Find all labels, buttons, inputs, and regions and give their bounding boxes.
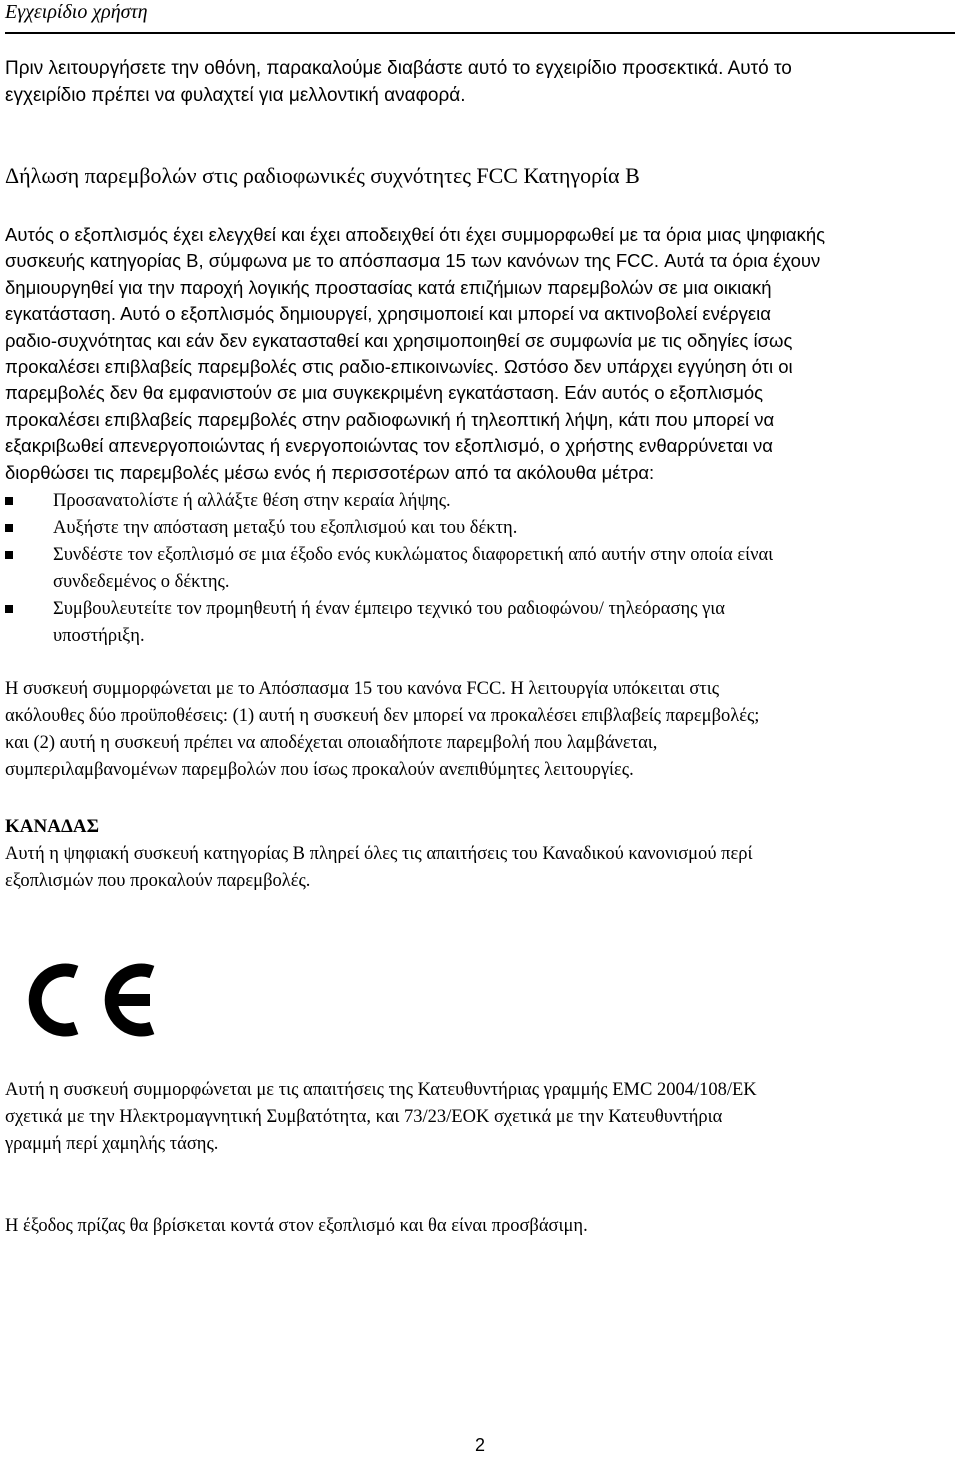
page-number: 2: [474, 1435, 485, 1455]
list-item: [5, 542, 955, 596]
list-item-text: Προσανατολίστε ή αλλάξτε θέση στην κεραία λήψης.: [53, 491, 451, 511]
fcc-line: δημιουργηθεί για την παροχή λογικής προστασίας κατά επιζήμιων παρεμβολών σε μια οικιακή: [5, 276, 772, 298]
fcc-line: διορθώσει τις παρεμβολές μέσω ενός ή περισσοτέρων από τα ακόλουθα μέτρα:: [5, 461, 655, 483]
intro-line: Πριν λειτουργήσετε την οθόνη, παρακαλούμε διαβάστε αυτό το εγχειρίδιο προσεκτικά. Αυτό το: [5, 58, 792, 79]
compliance-line: Η συσκευή συμμορφώνεται με το Απόσπασμα 15 του κανόνα FCC. Η λειτουργία υπόκειται στις: [5, 679, 720, 699]
intro-paragraph: [5, 55, 955, 109]
list-item: [5, 596, 955, 650]
square-bullet-icon: [5, 551, 13, 559]
fcc-line: εγκατάσταση. Αυτό ο εξοπλισμός δημιουργεί, χρησιμοποιεί και μπορεί να ακτινοβολεί ενέργεια: [5, 303, 771, 325]
list-item-text: συνδεδεμένος ο δέκτης.: [53, 572, 230, 592]
list-item: [5, 515, 955, 542]
ce-mark-icon: [10, 960, 158, 1040]
canada-line: εξοπλισμών που προκαλούν παρεμβολές.: [5, 871, 311, 891]
canada-paragraph: [5, 841, 955, 895]
fcc-measures-list: [5, 488, 955, 650]
compliance-line: και (2) αυτή η συσκευή πρέπει να αποδέχεται οποιαδήποτε παρεμβολή που λαμβάνεται,: [5, 733, 658, 753]
square-bullet-icon: [5, 605, 13, 613]
page-header: [5, 0, 955, 34]
fcc-line: εξακριβωθεί απενεργοποιώντας ή ενεργοποιώντας τον εξοπλισμό, ο χρήστης ενθαρρύνεται να: [5, 435, 773, 457]
ce-paragraph: [5, 1077, 955, 1158]
manual-title: Εγχειρίδιο χρήστη: [5, 1, 148, 23]
list-item: [5, 488, 955, 515]
canada-heading: ΚΑΝΑΔΑΣ: [5, 816, 99, 837]
fcc-paragraph: [5, 222, 955, 486]
fcc-heading: Δήλωση παρεμβολών στις ραδιοφωνικές συχνότητες FCC Κατηγορία B: [5, 163, 640, 188]
square-bullet-icon: [5, 524, 13, 532]
compliance-line: συμπεριλαμβανομένων παρεμβολών που ίσως προκαλούν ανεπιθύμητες λειτουργίες.: [5, 760, 634, 780]
ce-line: γραμμή περί χαμηλής τάσης.: [5, 1134, 219, 1154]
list-item-text: υποστήριξη.: [53, 626, 145, 646]
list-item-text: Συνδέστε τον εξοπλισμό σε μια έξοδο ενός κυκλώματος διαφορετική από αυτήν στην οποία είναι: [53, 545, 774, 565]
ce-line: σχετικά με την Ηλεκτρομαγνητική Συμβατότητα, και 73/23/EOK σχετικά με την Κατευθυντήρια: [5, 1107, 723, 1127]
fcc-compliance-paragraph: [5, 676, 955, 784]
intro-line: εγχειρίδιο πρέπει να φυλαχτεί για μελλοντική αναφορά.: [5, 85, 466, 106]
plug-paragraph: Η έξοδος πρίζας θα βρίσκεται κοντά στον εξοπλισμό και θα είναι προσβάσιμη.: [5, 1216, 588, 1236]
ce-mark-graphic: [10, 960, 158, 1040]
fcc-line: προκαλέσει επιβλαβείς παρεμβολές στην ραδιοφωνική ή τηλεοπτική λήψη, κάτι που μπορεί να: [5, 408, 775, 430]
fcc-line: Αυτός ο εξοπλισμός έχει ελεγχθεί και έχει αποδειχθεί ότι έχει συμμορφωθεί με τα όρια μιας ψηφιακής: [5, 224, 826, 245]
list-item-text: Αυξήστε την απόσταση μεταξύ του εξοπλισμού και του δέκτη.: [53, 518, 518, 538]
fcc-line: παρεμβολές δεν θα εμφανιστούν σε μια συγκεκριμένη εγκατάσταση. Εάν αυτός ο εξοπλισμός: [5, 382, 764, 404]
compliance-line: ακόλουθες δύο προϋποθέσεις: (1) αυτή η συσκευή δεν μπορεί να προκαλέσει επιβλαβείς παρεμβολές;: [5, 706, 760, 726]
fcc-line: συσκευής κατηγορίας B, σύμφωνα με το απόσπασμα 15 των κανόνων της FCC. Αυτά τα όρια έχουν: [5, 250, 821, 272]
square-bullet-icon: [5, 497, 13, 505]
fcc-line: προκαλέσει επιβλαβείς παρεμβολές στις ραδιο-επικοινωνίες. Ωστόσο δεν υπάρχει εγγύηση ότι οι: [5, 356, 793, 378]
ce-line: Αυτή η συσκευή συμμορφώνεται με τις απαιτήσεις της Κατευθυντήριας γραμμής EMC 2004/108/EK: [5, 1080, 757, 1100]
fcc-line: ραδιο-συχνότητας και εάν δεν εγκατασταθεί και χρησιμοποιηθεί σε συμφωνία με τις οδηγίες ίσως: [5, 329, 793, 351]
canada-line: Αυτή η ψηφιακή συσκευή κατηγορίας B πληρεί όλες τις απαιτήσεις του Καναδικού κανονισμού περί: [5, 844, 753, 864]
list-item-text: Συμβουλευτείτε τον προμηθευτή ή έναν έμπειρο τεχνικό του ραδιοφώνου/ τηλεόρασης για: [53, 599, 725, 619]
